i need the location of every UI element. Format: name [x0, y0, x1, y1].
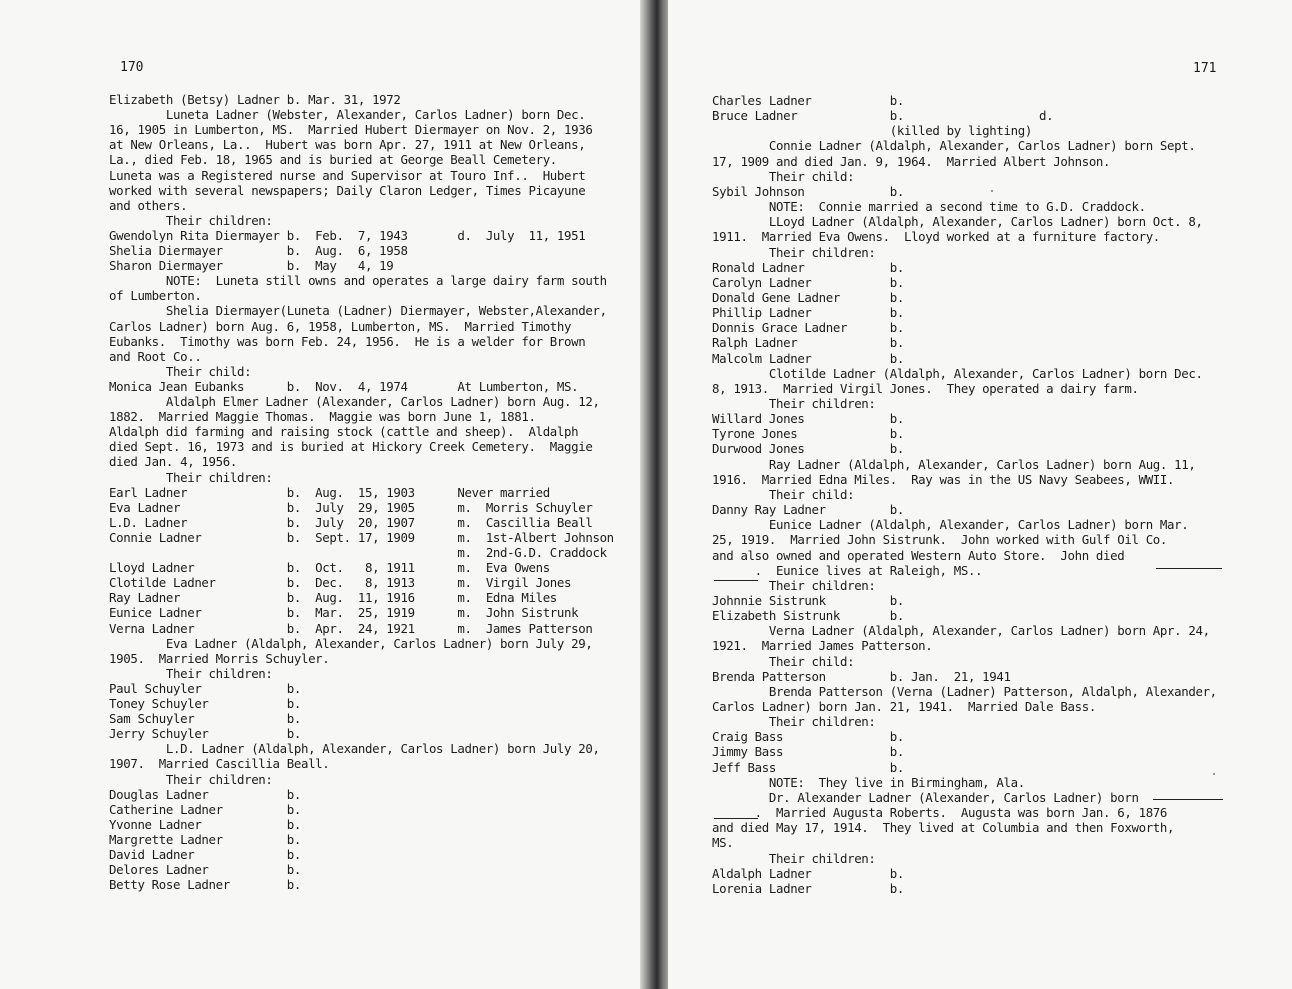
text-line: Shelia Diermayer(Luneta (Ladner) Diermayer, Webster,Alexander, [109, 303, 607, 319]
text-line: NOTE: They live in Birmingham, Ala. [712, 774, 1025, 790]
text-line: LLoyd Ladner (Aldalph, Alexander, Carlos Ladner) born Oct. 8, [712, 214, 1203, 230]
text-line: Margrette Ladner b. [109, 831, 301, 847]
text-line: Eva Ladner b. July 29, 1905 m. Morris Schuyler [109, 499, 593, 515]
text-line: worked with several newspapers; Daily Claron Ledger, Times Picayune [109, 182, 586, 198]
text-line: Paul Schuyler b. [109, 680, 301, 696]
text-line: Phillip Ladner b. [712, 305, 904, 321]
text-line: NOTE: Luneta still owns and operates a large dairy farm south [109, 273, 607, 289]
text-line: Earl Ladner b. Aug. 15, 1903 Never married [109, 484, 550, 500]
text-line: Carolyn Ladner b. [712, 274, 904, 290]
scan-speck [1213, 773, 1215, 775]
text-line: Donnis Grace Ladner b. [712, 320, 904, 336]
blank-line-john-died [1156, 568, 1222, 569]
text-line: Their children: [712, 714, 876, 730]
text-line: Johnnie Sistrunk b. [712, 592, 904, 608]
text-line: of Lumberton. [109, 288, 202, 304]
text-line: Elizabeth (Betsy) Ladner b. Mar. 31, 1972 [109, 92, 401, 107]
text-line: died Jan. 4, 1956. [109, 454, 237, 470]
text-line: Brenda Patterson b. Jan. 21, 1941 [712, 668, 1011, 684]
text-line: . Eunice lives at Raleigh, MS.. [712, 562, 983, 578]
text-line: 1907. Married Cascillia Beall. [109, 756, 330, 772]
scan-speck [991, 190, 993, 192]
text-line: Ray Ladner (Aldalph, Alexander, Carlos Ladner) born Aug. 11, [712, 456, 1196, 472]
text-line: Dr. Alexander Ladner (Alexander, Carlos Ladner) born [712, 789, 1139, 805]
text-line: Ronald Ladner b. [712, 259, 904, 275]
text-line: . Married Augusta Roberts. Augusta was born Jan. 6, 1876 [712, 805, 1168, 821]
text-line: Their child: [109, 363, 252, 379]
text-line: Connie Ladner b. Sept. 17, 1909 m. 1st-Albert Johnson [109, 529, 614, 545]
text-line: Aldalph did farming and raising stock (cattle and sheep). Aldalph [109, 424, 579, 440]
text-line: Their child: [712, 486, 855, 502]
text-line: Delores Ladner b. [109, 862, 301, 878]
text-line: Malcolm Ladner b. [712, 350, 904, 366]
text-line: Carlos Ladner) born Jan. 21, 1941. Married Dale Bass. [712, 699, 1096, 714]
text-line: 1882. Married Maggie Thomas. Maggie was born June 1, 1881. [109, 409, 536, 425]
text-line: 8, 1913. Married Virgil Jones. They operated a dairy farm. [712, 380, 1139, 396]
text-line: Eunice Ladner b. Mar. 25, 1919 m. John Sistrunk [109, 605, 579, 621]
text-line: Shelia Diermayer b. Aug. 6, 1958 [109, 243, 408, 258]
text-line: Yvonne Ladner b. [109, 816, 301, 832]
text-line: Jeff Bass b. [712, 759, 904, 775]
text-line: Their children: [712, 577, 876, 593]
left-page-number: 170 [120, 60, 144, 75]
text-line: Elizabeth Sistrunk b. [712, 608, 904, 624]
text-line: Brenda Patterson (Verna (Ladner) Patterson, Aldalph, Alexander, [712, 683, 1217, 699]
text-line: Luneta Ladner (Webster, Alexander, Carlos Ladner) born Dec. [109, 107, 586, 123]
text-line: Sybil Johnson b. [712, 183, 904, 199]
text-line: and died May 17, 1914. They lived at Columbia and then Foxworth, [712, 820, 1175, 836]
text-line: Douglas Ladner b. [109, 786, 301, 802]
text-line: Tyrone Jones b. [712, 426, 904, 442]
text-line: Carlos Ladner) born Aug. 6, 1958, Lumberton, MS. Married Timothy [109, 318, 572, 334]
text-line: Their child: [712, 653, 855, 669]
text-line: Their children: [109, 771, 273, 787]
text-line: and also owned and operated Western Auto Store. John died [712, 547, 1125, 563]
text-line: Their children: [109, 212, 273, 228]
text-line: Their children: [712, 850, 876, 866]
text-line: David Ladner b. [109, 847, 301, 862]
text-line: Toney Schuyler b. [109, 696, 301, 711]
text-line: 16, 1905 in Lumberton, MS. Married Hubert Diermayer on Nov. 2, 1936 [109, 122, 593, 138]
text-line: Lorenia Ladner b. [712, 880, 904, 896]
text-line: MS. [712, 835, 734, 851]
text-line: Clotilde Ladner b. Dec. 8, 1913 m. Virgil Jones [109, 575, 572, 591]
text-line: Monica Jean Eubanks b. Nov. 4, 1974 At Lumberton, MS. [109, 378, 579, 394]
text-line: Luneta was a Registered nurse and Supervisor at Touro Inf.. Hubert [109, 167, 586, 183]
right-page [668, 0, 1292, 989]
text-line: Their children: [109, 469, 273, 485]
text-line: 1916. Married Edna Miles. Ray was in the US Navy Seabees, WWII. [712, 471, 1175, 487]
text-line: Catherine Ladner b. [109, 801, 301, 817]
blank-line-alexander-born [1153, 799, 1223, 800]
text-line: Bruce Ladner b. d. [712, 108, 1054, 124]
text-line: m. 2nd-G.D. Craddock [109, 545, 607, 560]
text-line: at New Orleans, La.. Hubert was born Apr. 27, 1911 at New Orleans, [109, 137, 586, 153]
text-line: La., died Feb. 18, 1965 and is buried at George Beall Cemetery. [109, 152, 557, 168]
text-line: Eubanks. Timothy was born Feb. 24, 1956. He is a welder for Brown [109, 333, 586, 349]
text-line: 1905. Married Morris Schuyler. [109, 650, 330, 666]
text-line: Charles Ladner b. [712, 93, 904, 108]
text-line: and others. [109, 197, 188, 213]
text-line: Craig Bass b. [712, 729, 904, 745]
right-page-number: 171 [1193, 61, 1217, 76]
text-line: NOTE: Connie married a second time to G.D. Craddock. [712, 199, 1146, 215]
text-line: Eunice Ladner (Aldalph, Alexander, Carlos Ladner) born Mar. [712, 517, 1189, 533]
text-line: Donald Gene Ladner b. [712, 289, 904, 305]
blank-line-john-died-cont [714, 580, 758, 581]
text-line: Danny Ray Ladner b. [712, 502, 904, 518]
text-line: Ray Ladner b. Aug. 11, 1916 m. Edna Miles [109, 590, 557, 606]
text-line: Lloyd Ladner b. Oct. 8, 1911 m. Eva Owens [109, 560, 550, 576]
text-line: Their child: [712, 168, 855, 184]
text-line: 1921. Married James Patterson. [712, 638, 933, 654]
text-line: Connie Ladner (Aldalph, Alexander, Carlos Ladner) born Sept. [712, 138, 1196, 154]
text-line: Jimmy Bass b. [712, 744, 904, 760]
text-line: (killed by lighting) [712, 123, 1032, 139]
text-line: 25, 1919. Married John Sistrunk. John worked with Gulf Oil Co. [712, 532, 1168, 548]
text-line: Their children: [712, 396, 876, 411]
text-line: Verna Ladner (Aldalph, Alexander, Carlos Ladner) born Apr. 24, [712, 623, 1210, 639]
text-line: Gwendolyn Rita Diermayer b. Feb. 7, 1943 d. July 11, 1951 [109, 227, 586, 243]
text-line: Aldalph Ladner b. [712, 865, 904, 881]
text-line: Their children: [712, 244, 876, 260]
text-line: Ralph Ladner b. [712, 335, 904, 351]
text-line: L.D. Ladner b. July 20, 1907 m. Cascillia Beall [109, 514, 593, 530]
text-line: Their children: [109, 665, 273, 681]
text-line: Sharon Diermayer b. May 4, 19 [109, 258, 394, 274]
text-line: Aldalph Elmer Ladner (Alexander, Carlos Ladner) born Aug. 12, [109, 394, 600, 409]
text-line: Clotilde Ladner (Aldalph, Alexander, Carlos Ladner) born Dec. [712, 365, 1203, 381]
text-line: L.D. Ladner (Aldalph, Alexander, Carlos Ladner) born July 20, [109, 741, 600, 757]
text-line: 17, 1909 and died Jan. 9, 1964. Married Albert Johnson. [712, 153, 1111, 169]
text-line: Eva Ladner (Aldalph, Alexander, Carlos Ladner) born July 29, [109, 635, 593, 651]
text-line: died Sept. 16, 1973 and is buried at Hickory Creek Cemetery. Maggie [109, 439, 593, 455]
text-line: Sam Schuyler b. [109, 711, 301, 727]
text-line: Durwood Jones b. [712, 441, 904, 457]
text-line: and Root Co.. [109, 348, 202, 364]
text-line: 1911. Married Eva Owens. Lloyd worked at a furniture factory. [712, 229, 1160, 245]
text-line: Verna Ladner b. Apr. 24, 1921 m. James Patterson [109, 620, 593, 636]
text-line: Jerry Schuyler b. [109, 726, 301, 742]
text-line: Betty Rose Ladner b. [109, 877, 301, 893]
text-line: Willard Jones b. [712, 411, 904, 427]
blank-line-alexander-born-cont [714, 818, 758, 819]
